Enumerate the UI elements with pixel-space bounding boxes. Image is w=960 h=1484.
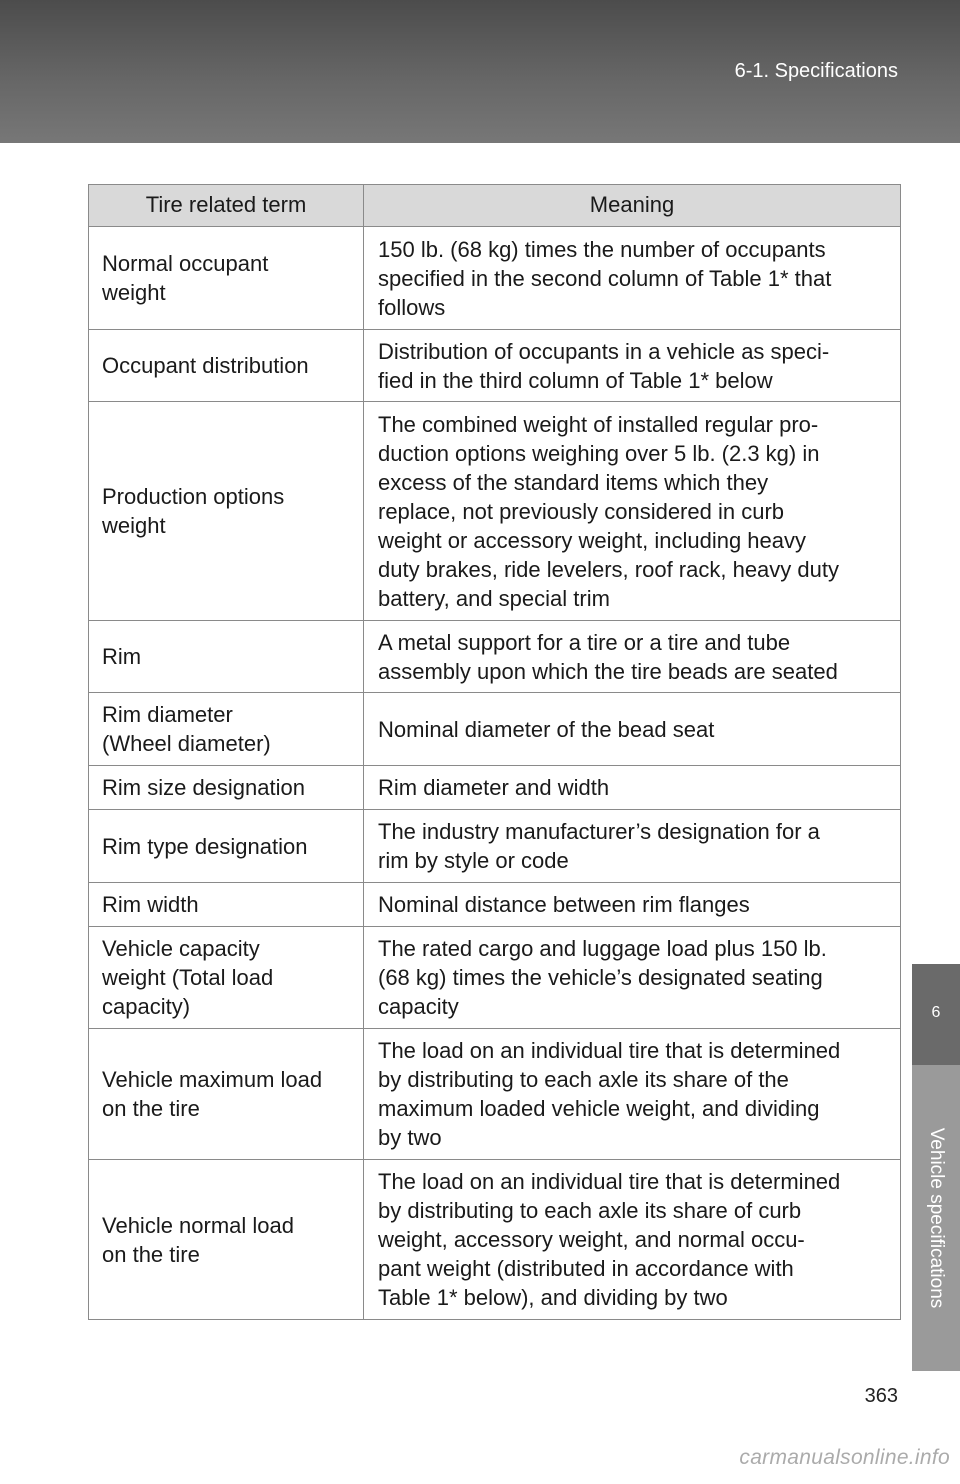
- term-cell: Vehicle capacity weight (Total load capacity): [89, 927, 364, 1029]
- meaning-cell: A metal support for a tire or a tire and tube assembly upon which the tire beads are seated: [364, 621, 901, 693]
- page-header: [0, 0, 960, 143]
- meaning-cell: The combined weight of installed regular pro- duction options weighing over 5 lb. (2.3 kg) in excess of the standard items which they replace, not previously considered in curb weight or accessory weight, including heavy duty brakes, ride levelers, roof rack, heavy duty battery, and special trim: [364, 402, 901, 621]
- meaning-cell: Rim diameter and width: [364, 766, 901, 810]
- table-row: [89, 227, 901, 330]
- table-row: [89, 693, 901, 766]
- term-cell: Vehicle maximum load on the tire: [89, 1029, 364, 1160]
- term-cell: Production options weight: [89, 402, 364, 621]
- chapter-label: Vehicle specifications: [926, 1127, 947, 1309]
- meaning-cell: Nominal diameter of the bead seat: [364, 693, 901, 766]
- page-number: 363: [864, 1385, 898, 1407]
- term-cell: Rim type designation: [89, 810, 364, 883]
- watermark: carmanualsonline.info: [739, 1446, 950, 1469]
- header-meaning: Meaning: [364, 185, 901, 227]
- table-row: [89, 883, 901, 927]
- table-row: [89, 1029, 901, 1160]
- meaning-cell: The load on an individual tire that is determined by distributing to each axle its share of curb weight, accessory weight, and normal occu- pant weight (distributed in accordance with Table 1* below), and dividing by two: [364, 1160, 901, 1320]
- chapter-sidebar: [912, 1065, 960, 1371]
- chapter-number: 6: [931, 1004, 941, 1021]
- meaning-cell: 150 lb. (68 kg) times the number of occupants specified in the second column of Table 1* that follows: [364, 227, 901, 330]
- table-row: [89, 810, 901, 883]
- meaning-cell: The rated cargo and luggage load plus 150 lb. (68 kg) times the vehicle’s designated seating capacity: [364, 927, 901, 1029]
- tire-terms-table: [88, 184, 901, 1320]
- term-cell: Rim width: [89, 883, 364, 927]
- meaning-cell: The industry manufacturer’s designation for a rim by style or code: [364, 810, 901, 883]
- table-row: [89, 927, 901, 1029]
- table-row: [89, 330, 901, 402]
- meaning-cell: Nominal distance between rim flanges: [364, 883, 901, 927]
- section-title: 6-1. Specifications: [734, 60, 898, 82]
- meaning-cell: The load on an individual tire that is determined by distributing to each axle its share of the maximum loaded vehicle weight, and dividing by two: [364, 1029, 901, 1160]
- table-row: [89, 766, 901, 810]
- term-cell: Occupant distribution: [89, 330, 364, 402]
- table-header-row: [89, 185, 901, 227]
- header-term: Tire related term: [89, 185, 364, 227]
- table-row: [89, 1160, 901, 1320]
- term-cell: Rim diameter (Wheel diameter): [89, 693, 364, 766]
- term-cell: Rim: [89, 621, 364, 693]
- table-row: [89, 621, 901, 693]
- term-cell: Rim size designation: [89, 766, 364, 810]
- table-row: [89, 402, 901, 621]
- term-cell: Vehicle normal load on the tire: [89, 1160, 364, 1320]
- meaning-cell: Distribution of occupants in a vehicle as speci- fied in the third column of Table 1* below: [364, 330, 901, 402]
- term-cell: Normal occupant weight: [89, 227, 364, 330]
- chapter-tab: [912, 964, 960, 1065]
